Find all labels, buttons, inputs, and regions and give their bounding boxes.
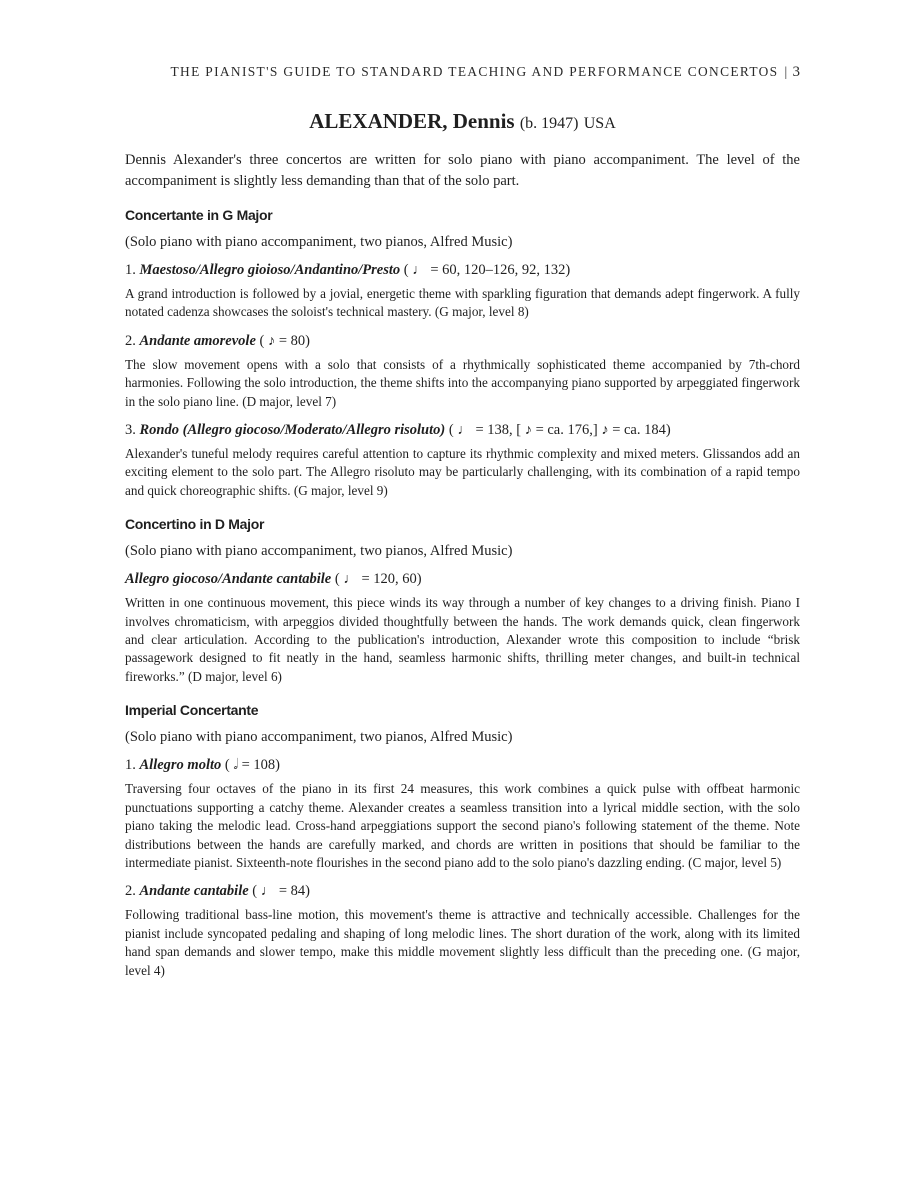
composer-heading [125,108,800,137]
movement-description: Traversing four octaves of the piano in its first 24 measures, this work combines a quick pulse with offbeat harmonic punctuations supporting a catchy theme. Alexander creates a seamless transition into a lyrical middle section, with the solo piano taking the melodic lead. Cross-hand arpeggiations support the second piano's following statement of the theme. Note distributions between the hands are carefully marked, and chords are written in positions that should be familiar to the intermediate pianist. Sixteenth-note flourishes in the second piano add to the solo piano's dazzling ending. (C major, level 5) [125,781,800,870]
movement-number: 2. [125,883,136,900]
movement-tempo: ( ♩ = 120, 60) [334,571,422,588]
concerto-section [125,700,800,980]
concerto-scoring: (Solo piano with piano accompaniment, two pianos, Alfred Music) [125,729,513,746]
concerto-title: Imperial Concertante [125,702,259,719]
page-number: 3 [792,64,800,80]
movement-description: Following traditional bass-line motion, this movement's theme is attractive and technically accessible. Challenges for the pianist include syncopated pedaling and shaping of long melodic lines. The short duration of the work, along with its limited hand span demands and slower tempo, make this middle movement slightly less difficult than the preceding one. (G major, level 4) [125,907,800,978]
concerto-scoring: (Solo piano with piano accompaniment, two pianos, Alfred Music) [125,543,513,560]
movement-title: Allegro molto [139,757,222,774]
movement-description: A grand introduction is followed by a jovial, energetic theme with sparkling figuration that demands adept fingerwork. A fully notated cadenza showcases the soloist's technical mastery. (G major, level 8) [125,286,800,320]
movement-tempo: ( ♩ = 60, 120–126, 92, 132) [403,262,571,278]
movement-tempo: ( ♩ = 138, [ ♪ = ca. 176,] ♪ = ca. 184) [448,422,671,439]
movement-number: 2. [125,332,136,349]
movement-number: 1. [125,262,136,278]
movement-title: Andante cantabile [139,883,249,900]
concerto-title: Concertino in D Major [125,516,265,533]
running-head-title: THE PIANIST'S GUIDE TO STANDARD TEACHING AND PERFORMANCE CONCERTOS [170,64,779,79]
composer-dates: (b. 1947) [519,115,579,132]
movement-title: Maestoso/Allegro gioioso/Andantino/Presto [139,262,401,278]
concerto-section [125,514,800,686]
movement-title: Allegro giocoso/Andante cantabile [125,571,332,588]
movement-heading [125,420,800,440]
concerto-scoring: (Solo piano with piano accompaniment, two pianos, Alfred Music) [125,234,513,250]
movement-title: Rondo (Allegro giocoso/Moderato/Allegro risoluto) [139,422,446,439]
movement-heading [125,755,800,775]
movement-description: Alexander's tuneful melody requires careful attention to capture its rhythmic complexity and mixed meters. Glissandos add an exciting element to the solo part. The Allegro risoluto may be particularly challenging, with its combination of a rapid tempo and quick choreographic shifts. (G major, level 9) [125,446,800,498]
movement-description: Written in one continuous movement, this piece winds its way through a number of key changes to a driving finish. Piano I involves chromaticism, with arpeggios divided thoughtfully between the hands. The work demands quick, clean fingerwork and clear articulation. According to the publication's introduction, Alexander wrote this composition to include “brisk passagework designed to fit neatly in the hand, seamless harmonic shifts, thrilling meter changes, and built-in technical fireworks.” (D major, level 6) [125,595,800,684]
movement-number: 1. [125,757,136,774]
composer-name: ALEXANDER, Dennis [309,109,515,133]
running-head-separator: | [784,64,789,79]
movement-tempo: ( ♩ = 84) [252,883,311,900]
composer-intro: Dennis Alexander's three concertos are written for solo piano with piano accompaniment. The level of the accompaniment is slightly less demanding than that of the solo part. [125,152,800,189]
movement-description: The slow movement opens with a solo that consists of a rhythmically sophisticated theme accompanied by 7th-chord harmonies. Following the solo introduction, the theme shifts into the accompanying piano supported by arpeggiated fingerwork in the solo piano line. (D major, level 7) [125,356,800,409]
concerto-title: Concertante in G Major [125,207,273,223]
movement-heading [125,331,800,351]
composer-country: USA [583,115,616,132]
movement-heading [125,569,800,589]
movement-title: Andante amorevole [139,332,256,349]
movement-heading [125,260,800,280]
movement-tempo: ( 𝅗𝅥 = 108) [224,757,280,774]
running-head [125,64,800,81]
page-content [125,108,800,989]
movement-tempo: ( ♪ = 80) [259,332,310,349]
movement-number: 3. [125,422,136,439]
concerto-section [125,205,800,500]
movement-heading [125,881,800,901]
